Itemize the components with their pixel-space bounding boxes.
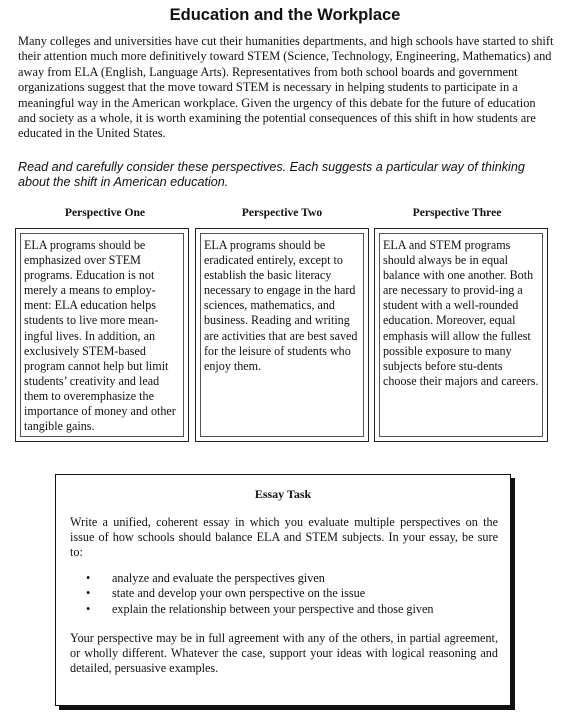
essay-task-closing: Your perspective may be in full agreement with any of the others, in partial agreement, or wholly different. Whatever the case, support your ideas with logical reasoning and detailed, persuasive examples. <box>70 631 498 676</box>
list-item <box>86 586 434 601</box>
list-item-text: state and develop your own perspective on the issue <box>112 586 366 601</box>
intro-paragraph: Many colleges and universities have cut their humanities departments, and high schools have started to shift their attention much more definitively toward STEM (Science, Technology, Engineering, Mathematics) and away from ELA (English, Language Arts). Representatives from both school boards and government organizations suggest that the move toward STEM is necessary in helping students to participate in a meaningful way in the American workplace. Given the urgency of this debate for the future of education and society as a whole, it is worth examining the potential consequences of this shift in how students are educated in the United States. <box>18 34 554 141</box>
perspective-two-heading: Perspective Two <box>241 206 323 219</box>
bullet-icon: • <box>86 601 91 616</box>
page-title: Education and the Workplace <box>169 6 401 24</box>
perspective-one-heading: Perspective One <box>64 206 146 219</box>
list-item <box>86 571 434 586</box>
perspective-three-text: ELA and STEM programs should always be in equal balance with one another. Both are necessary to provid-ing a student with a well-rounded education. Moreover, equal emphasis will allow the fullest possible exposure to many subjects before stu-dents choose their majors and careers. <box>379 233 543 437</box>
list-item-text: explain the relationship between your perspective and those given <box>112 601 434 616</box>
perspective-one-text: ELA programs should be emphasized over STEM programs. Education is not merely a means to employ-ment: ELA education helps students to live more mean-ingful lives. In addition, an exclusively STEM-based program cannot help but limit students’ creativity and lead them to overemphasize the importance of money and other tangible gains. <box>20 233 184 437</box>
bullet-icon: • <box>86 571 91 585</box>
perspective-three-heading: Perspective Three <box>412 206 502 219</box>
perspective-two-box <box>195 228 369 442</box>
bullet-icon: • <box>86 586 91 601</box>
essay-task-prompt: Write a unified, coherent essay in which you evaluate multiple perspectives on the issue of how schools should balance ELA and STEM subjects. In your essay, be sure to: <box>70 515 498 560</box>
essay-task-title: Essay Task <box>254 487 312 501</box>
perspective-three-box <box>374 228 548 442</box>
essay-task-box <box>55 474 511 706</box>
perspective-one-box <box>15 228 189 442</box>
instructions-text: Read and carefully consider these perspectives. Each suggests a particular way of thinking about the shift in American education. <box>18 160 525 189</box>
list-item <box>86 602 434 617</box>
list-item-text: analyze and evaluate the perspectives given <box>112 571 325 585</box>
perspective-two-text: ELA programs should be eradicated entirely, except to establish the basic literacy necessary to engage in the hard sciences, mathematics, and business. Reading and writing are activities that are best saved for the leisure of students who enjoy them. <box>200 233 364 437</box>
essay-task-list <box>86 571 434 617</box>
